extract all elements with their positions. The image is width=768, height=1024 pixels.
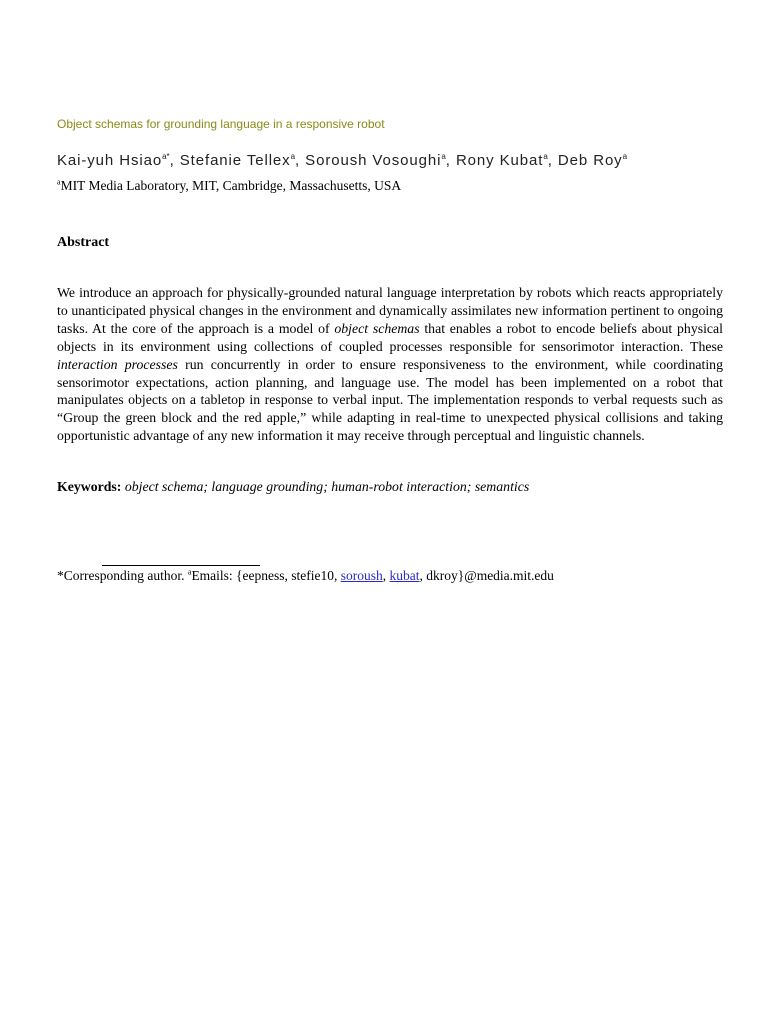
emails-separator: , (382, 568, 390, 583)
footnote-divider (102, 565, 260, 566)
footnote (57, 568, 554, 584)
affiliation-text: MIT Media Laboratory, MIT, Cambridge, Massachusetts, USA (60, 178, 402, 193)
author-affiliation-mark: a (290, 152, 296, 161)
emails-suffix: , dkroy}@media.mit.edu (419, 568, 554, 583)
author-name: Stefanie Tellex (179, 152, 291, 169)
author-name: Rony Kubat (455, 152, 544, 169)
running-title: Object schemas for grounding language in a responsive robot (57, 117, 385, 131)
footnote-mark: a (187, 567, 192, 577)
corresponding-author-note: *Corresponding author. (57, 568, 188, 583)
author-affiliation-mark: a (622, 152, 628, 161)
author-affiliation-mark: a (543, 152, 548, 161)
emails-prefix: Emails: {eepness, stefie10, (191, 568, 341, 583)
abstract-text (57, 284, 723, 445)
abstract-term-object-schemas: object schemas (334, 320, 420, 336)
email-link-soroush[interactable]: soroush (340, 568, 383, 583)
author-list: Kai-yuh Hsiao$^{a*}$, Stefanie Tellex$^a$, Soroush Vosoughi$^a$, Rony Kubat$^a$, Deb Roy$^a$ (57, 152, 628, 169)
keywords-label: Keywords: (57, 479, 122, 494)
abstract-term-interaction-processes: interaction processes (57, 356, 178, 372)
author-affiliation-mark: a* (162, 152, 170, 161)
author-name: Soroush Vosoughi (305, 152, 442, 169)
author-name: Deb Roy (557, 152, 623, 169)
author-name: Kai-yuh Hsiao (57, 152, 163, 169)
keywords-line (57, 479, 529, 495)
abstract-segment: We introduce an approach for physically-grounded natural language interpretation by robots which reacts appropriately to unanticipated physical changes in the environment and dynamically assimilates new information pertinent to ongoing tasks. At the core of the approach is a model of (57, 285, 723, 336)
email-link-kubat[interactable]: kubat (389, 568, 420, 583)
abstract-heading: Abstract (57, 235, 110, 250)
keywords-list: object schema; language grounding; human-robot interaction; semantics (124, 479, 530, 494)
author-affiliation-mark: a (441, 152, 446, 161)
abstract-segment: run concurrently in order to ensure responsiveness to the environment, while coordinating sensorimotor expectations, action planning, and language use. The model has been implemented on a robot that manipulates objects on a tabletop in response to verbal input. The implementation responds to verbal requests such as “Group the green block and the red apple,” while adapting in real-time to unexpected physical collisions and taking opportunistic advantage of any new information it may receive through perceptual and linguistic channels. (57, 356, 723, 444)
abstract-segment: that enables a robot to encode beliefs about physical objects in its environment using collections of coupled processes responsible for sensorimotor interaction. These (57, 320, 723, 354)
affiliation (57, 178, 401, 194)
affiliation-mark: a (57, 177, 61, 187)
